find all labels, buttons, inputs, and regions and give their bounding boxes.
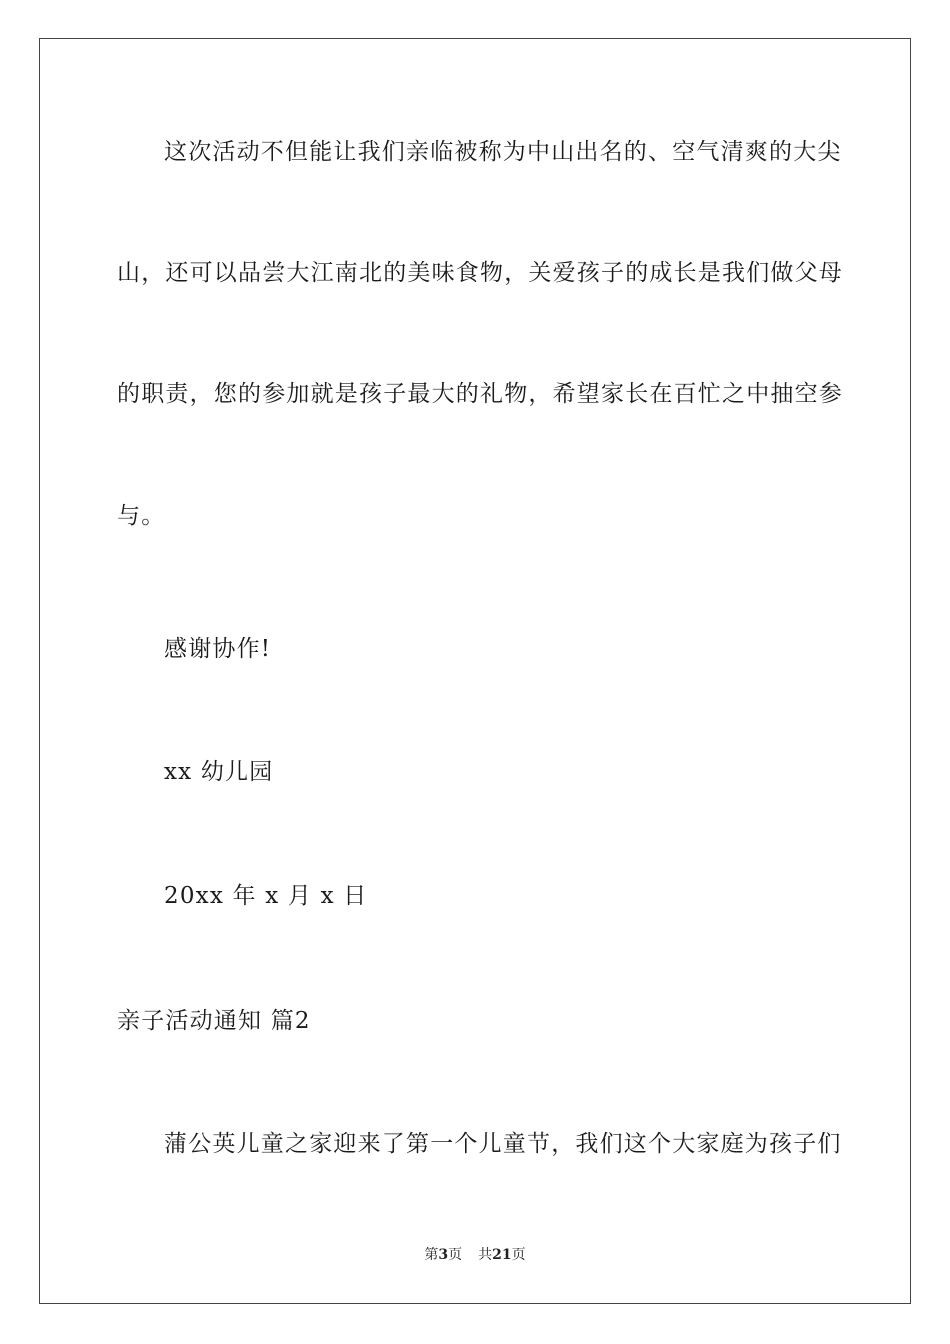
page-prefix: 第 bbox=[424, 1247, 439, 1263]
paragraph2-line1: 蒲公英儿童之家迎来了第一个儿童节，我们这个大家庭为孩子们 bbox=[164, 1131, 842, 1157]
page-current: 3 bbox=[438, 1247, 449, 1263]
date-text: 20xx 年 x 月 x 日 bbox=[164, 883, 368, 909]
total-suffix: 页 bbox=[511, 1247, 526, 1263]
page-total: 21 bbox=[492, 1247, 512, 1263]
page-suffix: 页 bbox=[448, 1247, 463, 1263]
paragraph1-line4: 与。 bbox=[117, 503, 166, 529]
page-border bbox=[39, 38, 911, 1304]
total-prefix: 共 bbox=[478, 1247, 493, 1263]
paragraph1-line2: 山，还可以品尝大江南北的美味食物，关爱孩子的成长是我们做父母 bbox=[117, 260, 843, 286]
paragraph1-line3: 的职责，您的参加就是孩子最大的礼物，希望家长在百忙之中抽空参 bbox=[117, 381, 843, 407]
signature-text: xx 幼儿园 bbox=[164, 759, 274, 785]
section-heading: 亲子活动通知 篇2 bbox=[117, 1008, 311, 1034]
page-footer bbox=[0, 1246, 950, 1264]
thanks-text: 感谢协作! bbox=[164, 636, 272, 662]
paragraph1-line1: 这次活动不但能让我们亲临被称为中山出名的、空气清爽的大尖 bbox=[164, 139, 842, 165]
